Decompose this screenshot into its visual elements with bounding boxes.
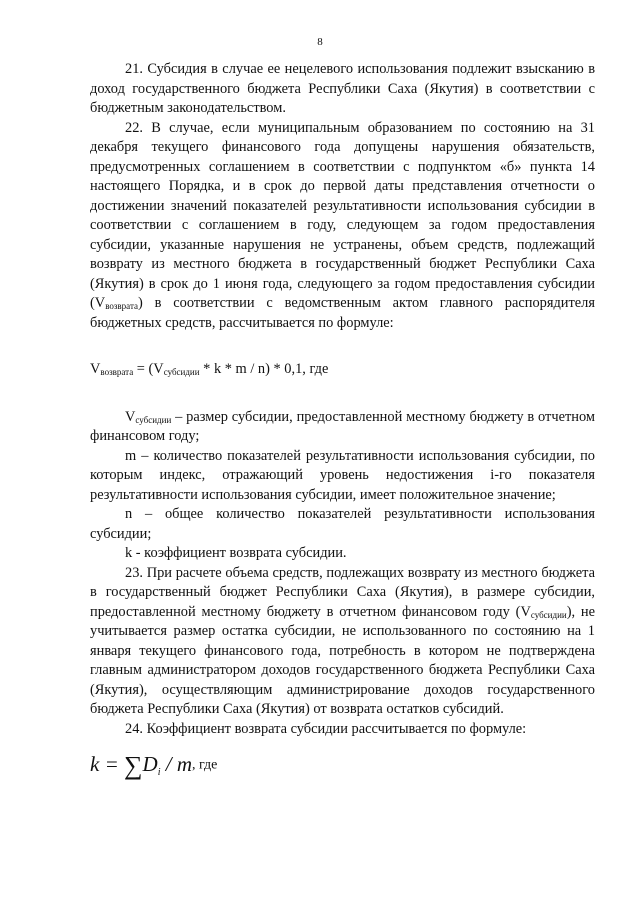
page-number: 8	[317, 36, 323, 48]
paragraph-24: 24. Коэффициент возврата субсидии рассчитывается по формуле:	[125, 720, 527, 737]
definition-m: m – количество показателей результативности использования субсидии, по которым индекс, отражающий уровень недостижения i-го показателя результативности использования субсидии, имеет положительное значение;	[90, 447, 595, 503]
formula-k-eq: =	[99, 752, 124, 776]
definition-k: k - коэффициент возврата субсидии.	[125, 545, 347, 561]
formula-k-tail: , где	[192, 757, 218, 773]
document-body	[90, 60, 595, 780]
paragraph-23-text-a: 23. При расчете объема средств, подлежащих возврату из местного бюджета в государственный бюджет Республики Саха (Якутия), в размере субсидии, предоставленной местному бюджету в отчетном финансовом году (V	[90, 564, 595, 620]
def-v-subscript: субсидии	[135, 414, 172, 425]
formula-k-symbol: k	[90, 752, 100, 776]
definition-v-subsidii	[90, 408, 595, 447]
paragraph-23	[90, 564, 595, 720]
sum-symbol: ∑	[124, 751, 143, 780]
formula-i-subscript: i	[157, 767, 161, 778]
paragraph-23-text-b: ), не учитывается размер остатка субсидии, не использованного по состоянию на 1 января текущего финансового года, потребность в котором не подтверждена главным администратором доходов государственного бюджета Республики Саха (Якутия), осуществляющим администрирование доходов государственного бюджета Республики Саха (Якутия) от возврата остатков субсидий.	[90, 603, 595, 717]
formula-sub-vozvrata: возврата	[100, 367, 134, 377]
formula-eq: = (V	[133, 361, 164, 377]
def-v-symbol: V	[125, 408, 136, 425]
formula-div-m: / m	[160, 752, 192, 776]
formula-v: V	[90, 361, 101, 377]
paragraph-22	[90, 119, 595, 334]
formula-sub-subsidii: субсидии	[163, 367, 200, 377]
formula-k	[90, 751, 595, 780]
def-v-text: – размер субсидии, предоставленной местному бюджету в отчетном финансовом году;	[90, 408, 595, 444]
paragraph-22-text-b: ) в соответствии с ведомственным актом главного распорядителя бюджетных средств, рассчитывается по формуле:	[90, 295, 595, 331]
v-subsidii-subscript: субсидии	[530, 609, 567, 620]
paragraph-22-text-a: 22. В случае, если муниципальным образованием по состоянию на 31 декабря текущего финансового года допущены нарушения обязательств, предусмотренных соглашением в соответствии с подпунктом «б» пункта 14 настоящего Порядка, и в срок до первой даты представления отчетности о достижении значений показателей результативности использования субсидии в соответствии с соглашением в году, следующем за годом предоставления субсидии, указанные нарушения не устранены, объем средств, подлежащий возврату из местного бюджета в государственный бюджет Республики Саха (Якутия) в срок до 1 июня года, следующего за годом предоставления субсидии (V	[90, 119, 595, 311]
paragraph-21: 21. Субсидия в случае ее нецелевого использования подлежит взысканию в доход государственного бюджета Республики Саха (Якутия) в соответствии с бюджетным законодательством.	[90, 61, 595, 116]
formula-d-symbol: D	[142, 752, 158, 776]
formula-k-expression	[90, 751, 192, 780]
formula-v-vozvrata	[90, 360, 595, 380]
v-vozvrata-subscript: возврата	[105, 301, 138, 311]
formula-rest: * k * m / n) * 0,1, где	[199, 361, 329, 377]
definition-n: n – общее количество показателей результативности использования субсидии;	[90, 506, 595, 542]
